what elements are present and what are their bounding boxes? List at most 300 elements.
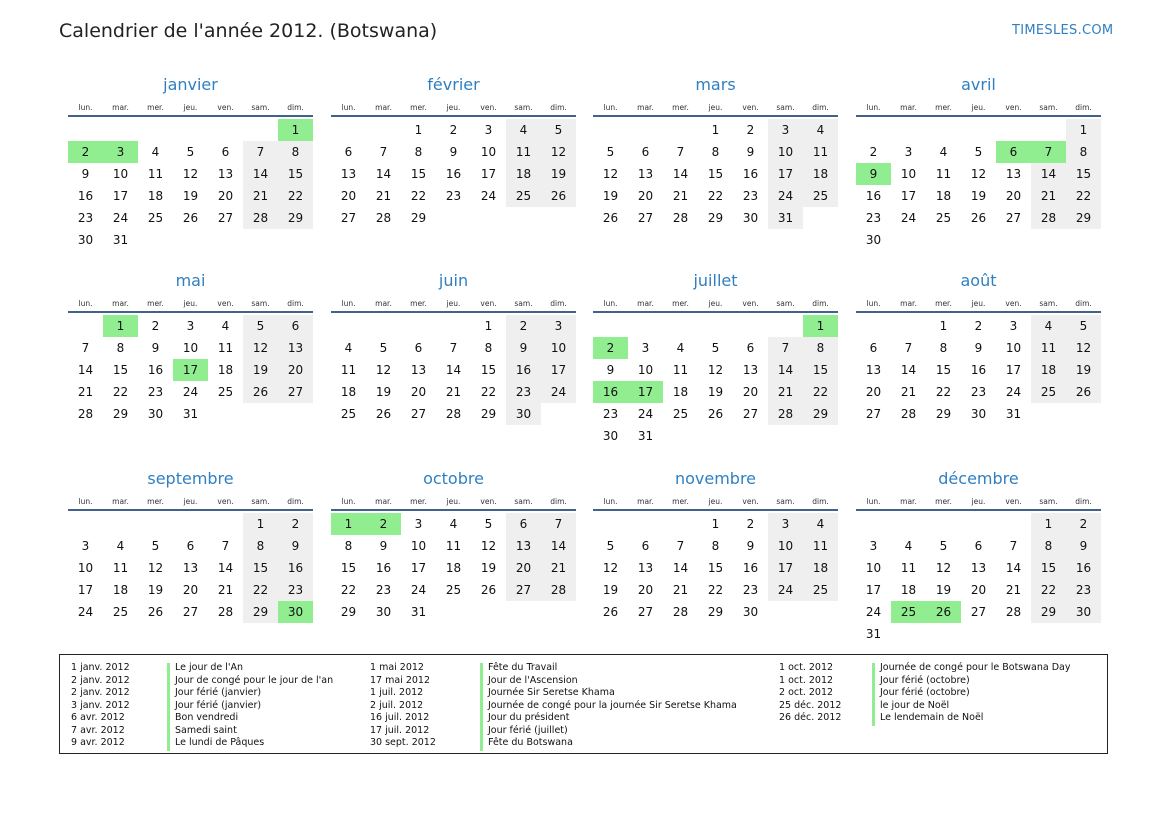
day-cell: 12: [707, 363, 724, 377]
day-cell: 5: [711, 341, 720, 355]
day-cell: 17: [865, 583, 882, 597]
brand-link[interactable]: TIMESLES.COM: [1012, 23, 1114, 38]
weekday-label: mer.: [147, 299, 164, 308]
day-cell: 12: [935, 561, 952, 575]
day-cell: 15: [278, 163, 313, 185]
day-cell: 7: [379, 145, 388, 159]
weekday-label: mar.: [375, 103, 392, 112]
day-cell: 11: [340, 363, 357, 377]
day-cell: 27: [637, 605, 654, 619]
day-cell: 13: [637, 167, 654, 181]
weekday-label: sam.: [251, 497, 270, 506]
day-cell: 14: [768, 359, 803, 381]
month-name: avril: [961, 75, 996, 94]
day-cell: 28: [1005, 605, 1022, 619]
day-cell: 8: [1031, 535, 1066, 557]
weekday-label: dim.: [287, 299, 304, 308]
day-cell: 28: [768, 403, 803, 425]
day-cell: 25: [672, 407, 689, 421]
legend-date: 2 janv. 2012: [71, 674, 130, 686]
weekday-label: ven.: [742, 299, 759, 308]
day-cell: 23: [1066, 579, 1101, 601]
header-rule: [68, 509, 313, 511]
month-name: juin: [438, 271, 469, 290]
day-cell: 22: [707, 189, 724, 203]
day-cell: 27: [970, 605, 987, 619]
day-cell: 4: [904, 539, 913, 553]
day-cell: 2: [746, 123, 755, 137]
day-cell: 20: [182, 583, 199, 597]
day-cell: 16: [147, 363, 164, 377]
day-cell: 29: [1066, 207, 1101, 229]
day-cell: 8: [414, 145, 423, 159]
weekday-label: dim.: [1075, 497, 1092, 506]
day-cell: 24: [182, 385, 199, 399]
day-cell: 30: [742, 605, 759, 619]
weekday-label: jeu.: [183, 103, 198, 112]
day-cell: 29: [707, 605, 724, 619]
header-rule: [68, 311, 313, 313]
day-cell: 9: [151, 341, 160, 355]
weekday-label: lun.: [78, 103, 93, 112]
holiday-day-cell: 2: [68, 141, 103, 163]
day-cell: 26: [147, 605, 164, 619]
day-cell: 5: [606, 145, 615, 159]
day-cell: 7: [221, 539, 230, 553]
legend-holiday-name: Samedi saint: [175, 724, 237, 736]
day-cell: 6: [506, 513, 541, 535]
weekday-label: mer.: [410, 103, 427, 112]
weekday-label: mer.: [672, 299, 689, 308]
day-cell: 29: [935, 407, 952, 421]
weekday-label: mer.: [147, 497, 164, 506]
day-cell: 1: [939, 319, 948, 333]
legend-holiday-name: Bon vendredi: [175, 712, 239, 723]
weekday-label: sam.: [776, 299, 795, 308]
weekday-label: mer.: [410, 497, 427, 506]
weekday-label: dim.: [812, 103, 829, 112]
day-cell: 22: [410, 189, 427, 203]
day-cell: 20: [865, 385, 882, 399]
day-cell: 22: [707, 583, 724, 597]
holiday-day-cell: 7: [1031, 141, 1066, 163]
day-cell: 5: [606, 539, 615, 553]
weekday-label: ven.: [480, 497, 497, 506]
month-name: décembre: [938, 469, 1019, 488]
month-name: octobre: [423, 469, 484, 488]
legend-holiday-name: le jour de Noël: [880, 699, 950, 711]
day-cell: 21: [541, 557, 576, 579]
weekday-label: sam.: [251, 103, 270, 112]
day-cell: 27: [278, 381, 313, 403]
legend-holiday-name: Journée de congé pour la journée Sir Seretse Khama: [488, 699, 737, 711]
legend-holiday-name: Jour férié (octobre): [880, 687, 970, 698]
legend-date: 9 avr. 2012: [71, 737, 125, 748]
weekday-label: mar.: [900, 103, 917, 112]
weekday-label: dim.: [550, 497, 567, 506]
header-rule: [856, 509, 1101, 511]
day-cell: 24: [541, 381, 576, 403]
day-cell: 5: [379, 341, 388, 355]
day-cell: 24: [480, 189, 497, 203]
month-name: janvier: [163, 75, 218, 94]
day-cell: 15: [707, 167, 724, 181]
weekday-label: mar.: [112, 299, 129, 308]
header-rule: [593, 509, 838, 511]
day-cell: 23: [602, 407, 619, 421]
day-cell: 3: [541, 315, 576, 337]
month-name: juillet: [693, 271, 738, 290]
day-cell: 21: [243, 185, 278, 207]
day-cell: 17: [410, 561, 427, 575]
weekday-label: mar.: [375, 497, 392, 506]
day-cell: 14: [243, 163, 278, 185]
day-cell: 3: [904, 145, 913, 159]
day-cell: 13: [217, 167, 234, 181]
day-cell: 30: [77, 233, 94, 247]
weekday-label: dim.: [287, 103, 304, 112]
header-rule: [331, 115, 576, 117]
day-cell: 12: [1066, 337, 1101, 359]
day-cell: 1: [1066, 119, 1101, 141]
day-cell: 13: [1005, 167, 1022, 181]
day-cell: 21: [672, 189, 689, 203]
day-cell: 15: [935, 363, 952, 377]
day-cell: 25: [803, 579, 838, 601]
weekday-label: jeu.: [971, 497, 986, 506]
day-cell: 2: [746, 517, 755, 531]
day-cell: 7: [904, 341, 913, 355]
day-cell: 22: [1031, 579, 1066, 601]
holiday-day-cell: 1: [803, 315, 838, 337]
day-cell: 16: [970, 363, 987, 377]
legend-holiday-name: Fête du Travail: [488, 662, 558, 673]
day-cell: 31: [182, 407, 199, 421]
day-cell: 11: [217, 341, 234, 355]
day-cell: 19: [243, 359, 278, 381]
day-cell: 3: [869, 539, 878, 553]
holiday-day-cell: 17: [628, 381, 663, 403]
holiday-day-cell: 1: [278, 119, 313, 141]
day-cell: 14: [672, 561, 689, 575]
legend-holiday-name: Le lundi de Pâques: [175, 737, 265, 748]
weekday-label: jeu.: [708, 103, 723, 112]
day-cell: 13: [970, 561, 987, 575]
weekday-label: ven.: [217, 299, 234, 308]
day-cell: 27: [742, 407, 759, 421]
day-cell: 14: [541, 535, 576, 557]
day-cell: 11: [900, 561, 917, 575]
month-name: septembre: [147, 469, 234, 488]
day-cell: 4: [803, 513, 838, 535]
legend-holiday-name: Jour férié (janvier): [175, 699, 262, 711]
day-cell: 9: [1066, 535, 1101, 557]
day-cell: 25: [147, 211, 164, 225]
day-cell: 23: [742, 583, 759, 597]
day-cell: 29: [112, 407, 129, 421]
day-cell: 26: [1066, 381, 1101, 403]
day-cell: 19: [182, 189, 199, 203]
day-cell: 23: [77, 211, 94, 225]
day-cell: 2: [1066, 513, 1101, 535]
legend-holiday-name: Fête du Botswana: [488, 737, 573, 748]
day-cell: 28: [672, 211, 689, 225]
weekday-label: mer.: [935, 103, 952, 112]
day-cell: 14: [445, 363, 462, 377]
day-cell: 12: [375, 363, 392, 377]
day-cell: 30: [147, 407, 164, 421]
day-cell: 24: [410, 583, 427, 597]
day-cell: 30: [602, 429, 619, 443]
day-cell: 27: [637, 211, 654, 225]
day-cell: 19: [480, 561, 497, 575]
legend-holiday-name: Journée Sir Seretse Khama: [488, 687, 615, 698]
day-cell: 26: [480, 583, 497, 597]
day-cell: 9: [506, 337, 541, 359]
day-cell: 18: [445, 561, 462, 575]
day-cell: 12: [147, 561, 164, 575]
day-cell: 25: [112, 605, 129, 619]
day-cell: 8: [939, 341, 948, 355]
day-cell: 20: [970, 583, 987, 597]
weekday-label: jeu.: [446, 497, 461, 506]
weekday-label: jeu.: [971, 103, 986, 112]
day-cell: 10: [77, 561, 94, 575]
weekday-label: lun.: [341, 497, 356, 506]
weekday-label: sam.: [251, 299, 270, 308]
legend-dates-col2: [370, 662, 436, 750]
day-cell: 10: [541, 337, 576, 359]
weekday-label: sam.: [776, 103, 795, 112]
day-cell: 13: [410, 363, 427, 377]
day-cell: 23: [147, 385, 164, 399]
day-cell: 5: [243, 315, 278, 337]
day-cell: 2: [974, 319, 983, 333]
day-cell: 28: [672, 605, 689, 619]
day-cell: 20: [506, 557, 541, 579]
legend-marker-col3: [872, 663, 875, 726]
day-cell: 30: [1066, 601, 1101, 623]
holiday-day-cell: 9: [856, 163, 891, 185]
day-cell: 17: [768, 163, 803, 185]
day-cell: 3: [81, 539, 90, 553]
day-cell: 31: [637, 429, 654, 443]
weekday-label: ven.: [217, 103, 234, 112]
day-cell: 27: [410, 407, 427, 421]
day-cell: 15: [707, 561, 724, 575]
day-cell: 9: [746, 145, 755, 159]
legend-marker-col2: [480, 663, 483, 751]
day-cell: 4: [506, 119, 541, 141]
day-cell: 23: [865, 211, 882, 225]
weekday-label: dim.: [1075, 103, 1092, 112]
day-cell: 11: [445, 539, 462, 553]
day-cell: 1: [711, 123, 720, 137]
day-cell: 6: [641, 145, 650, 159]
day-cell: 15: [480, 363, 497, 377]
day-cell: 25: [217, 385, 234, 399]
day-cell: 23: [278, 579, 313, 601]
day-cell: 22: [340, 583, 357, 597]
legend-holiday-name: Jour férié (juillet): [488, 724, 568, 736]
day-cell: 1: [711, 517, 720, 531]
day-cell: 6: [974, 539, 983, 553]
day-cell: 13: [278, 337, 313, 359]
legend-dates-col1: [71, 662, 130, 750]
day-cell: 6: [869, 341, 878, 355]
holiday-day-cell: 2: [366, 513, 401, 535]
day-cell: 2: [869, 145, 878, 159]
day-cell: 28: [445, 407, 462, 421]
day-cell: 27: [506, 579, 541, 601]
header-rule: [331, 311, 576, 313]
day-cell: 6: [746, 341, 755, 355]
day-cell: 5: [484, 517, 493, 531]
day-cell: 24: [865, 605, 882, 619]
legend-date: 6 avr. 2012: [71, 712, 125, 723]
day-cell: 24: [112, 211, 129, 225]
day-cell: 18: [340, 385, 357, 399]
day-cell: 13: [865, 363, 882, 377]
day-cell: 4: [221, 319, 230, 333]
day-cell: 5: [974, 145, 983, 159]
day-cell: 27: [340, 211, 357, 225]
day-cell: 9: [606, 363, 615, 377]
day-cell: 19: [375, 385, 392, 399]
day-cell: 10: [1005, 341, 1022, 355]
day-cell: 16: [865, 189, 882, 203]
day-cell: 24: [1005, 385, 1022, 399]
day-cell: 18: [935, 189, 952, 203]
day-cell: 19: [541, 163, 576, 185]
day-cell: 29: [278, 207, 313, 229]
day-cell: 8: [803, 337, 838, 359]
day-cell: 22: [1066, 185, 1101, 207]
legend-holiday-name: Jour de l'Ascension: [488, 674, 578, 686]
day-cell: 26: [970, 211, 987, 225]
weekday-label: sam.: [514, 103, 533, 112]
weekday-label: jeu.: [708, 299, 723, 308]
day-cell: 11: [935, 167, 952, 181]
weekday-label: lun.: [866, 103, 881, 112]
day-cell: 7: [768, 337, 803, 359]
weekday-label: lun.: [341, 103, 356, 112]
weekday-label: sam.: [1039, 299, 1058, 308]
day-cell: 12: [602, 167, 619, 181]
day-cell: 21: [1005, 583, 1022, 597]
legend-holiday-name: Jour du président: [488, 712, 570, 723]
day-cell: 20: [637, 583, 654, 597]
day-cell: 9: [278, 535, 313, 557]
weekday-label: lun.: [866, 299, 881, 308]
day-cell: 17: [77, 583, 94, 597]
day-cell: 14: [77, 363, 94, 377]
day-cell: 17: [541, 359, 576, 381]
day-cell: 16: [742, 561, 759, 575]
legend-date: 1 janv. 2012: [71, 662, 130, 673]
day-cell: 27: [865, 407, 882, 421]
day-cell: 9: [379, 539, 388, 553]
day-cell: 21: [768, 381, 803, 403]
weekday-label: mar.: [637, 299, 654, 308]
weekday-label: mar.: [637, 103, 654, 112]
weekday-label: lun.: [603, 103, 618, 112]
day-cell: 16: [375, 561, 392, 575]
day-cell: 28: [1031, 207, 1066, 229]
legend-holiday-name: Jour férié (octobre): [880, 674, 970, 686]
weekday-label: mar.: [112, 497, 129, 506]
day-cell: 6: [186, 539, 195, 553]
day-cell: 30: [970, 407, 987, 421]
day-cell: 16: [742, 167, 759, 181]
day-cell: 21: [375, 189, 392, 203]
day-cell: 16: [278, 557, 313, 579]
day-cell: 20: [217, 189, 234, 203]
day-cell: 24: [637, 407, 654, 421]
day-cell: 7: [676, 145, 685, 159]
weekday-label: lun.: [341, 299, 356, 308]
day-cell: 30: [506, 403, 541, 425]
day-cell: 4: [449, 517, 458, 531]
day-cell: 25: [935, 211, 952, 225]
day-cell: 26: [375, 407, 392, 421]
day-cell: 22: [243, 579, 278, 601]
day-cell: 13: [637, 561, 654, 575]
legend-date: 2 oct. 2012: [779, 687, 834, 698]
weekday-label: jeu.: [446, 103, 461, 112]
holiday-day-cell: 25: [891, 601, 926, 623]
weekday-label: dim.: [287, 497, 304, 506]
day-cell: 20: [742, 385, 759, 399]
holiday-day-cell: 1: [103, 315, 138, 337]
day-cell: 13: [340, 167, 357, 181]
day-cell: 9: [974, 341, 983, 355]
day-cell: 13: [182, 561, 199, 575]
day-cell: 4: [1031, 315, 1066, 337]
day-cell: 10: [900, 167, 917, 181]
legend-holiday-name: Journée de congé pour le Botswana Day: [880, 662, 1071, 673]
day-cell: 23: [506, 381, 541, 403]
day-cell: 11: [1031, 337, 1066, 359]
day-cell: 11: [147, 167, 164, 181]
day-cell: 4: [803, 119, 838, 141]
holiday-day-cell: 26: [926, 601, 961, 623]
day-cell: 14: [375, 167, 392, 181]
day-cell: 31: [768, 207, 803, 229]
day-cell: 10: [410, 539, 427, 553]
month-name: mars: [695, 75, 736, 94]
legend-date: 2 juil. 2012: [370, 699, 424, 711]
day-cell: 16: [445, 167, 462, 181]
weekday-label: mer.: [410, 299, 427, 308]
day-cell: 18: [803, 557, 838, 579]
day-cell: 19: [1066, 359, 1101, 381]
day-cell: 10: [768, 535, 803, 557]
day-cell: 7: [449, 341, 458, 355]
day-cell: 6: [278, 315, 313, 337]
weekday-label: ven.: [742, 497, 759, 506]
holiday-day-cell: 17: [173, 359, 208, 381]
legend-holiday-name: Le jour de l'An: [175, 662, 244, 673]
day-cell: 28: [900, 407, 917, 421]
day-cell: 11: [803, 141, 838, 163]
day-cell: 14: [672, 167, 689, 181]
day-cell: 31: [112, 233, 129, 247]
day-cell: 10: [182, 341, 199, 355]
day-cell: 19: [707, 385, 724, 399]
day-cell: 18: [803, 163, 838, 185]
day-cell: 30: [865, 233, 882, 247]
